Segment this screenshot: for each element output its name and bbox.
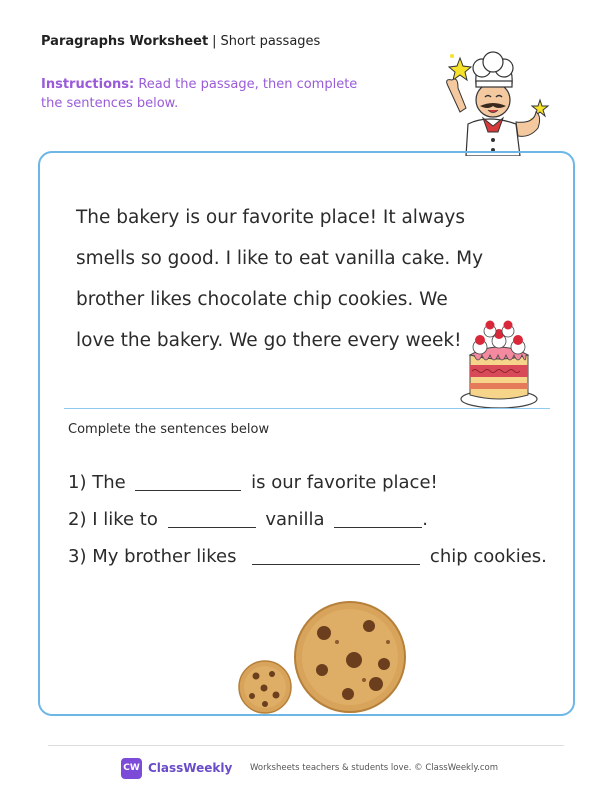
answer-blank-2a[interactable] (168, 509, 256, 528)
sentence-3 (68, 538, 547, 575)
brand-name: ClassWeekly (148, 761, 233, 775)
sentence-1 (68, 464, 547, 501)
chef-illustration (438, 48, 553, 156)
exercise-heading: Complete the sentences below (68, 422, 270, 437)
worksheet-title (41, 34, 320, 49)
title-subtitle: Short passages (220, 34, 321, 49)
passage-line: The bakery is our favorite place! It always (76, 207, 465, 228)
sentence-3-before: 3) My brother likes (68, 546, 237, 567)
instructions (41, 75, 381, 113)
answer-blank-3[interactable] (252, 546, 420, 565)
fill-in-sentences (68, 464, 547, 575)
title-separator: | (212, 34, 217, 49)
instructions-text: Read the passage, then complete the sentences below. (41, 77, 358, 111)
reading-passage (76, 197, 484, 361)
passage-line: love the bakery. We go there every week! (76, 330, 462, 351)
section-divider (64, 408, 550, 409)
passage-line: smells so good. I like to eat vanilla cake. My (76, 248, 484, 269)
sentence-1-after: is our favorite place! (251, 472, 438, 493)
classweekly-logo: CW (121, 758, 142, 779)
footer-tagline: Worksheets teachers & students love. © ClassWeekly.com (250, 763, 499, 773)
answer-blank-1[interactable] (135, 472, 241, 491)
passage-line: brother likes chocolate chip cookies. We (76, 289, 448, 310)
sentence-1-before: 1) The (68, 472, 126, 493)
sentence-2 (68, 501, 547, 538)
sentence-2-middle: vanilla (265, 509, 325, 530)
cake-illustration (458, 313, 540, 411)
sentence-2-after: . (422, 509, 428, 530)
sentence-2-before: 2) I like to (68, 509, 158, 530)
instructions-label: Instructions: (41, 77, 135, 92)
sentence-3-after: chip cookies. (429, 546, 547, 567)
footer-divider (48, 745, 564, 746)
cookies-illustration (236, 600, 411, 718)
title-bold: Paragraphs Worksheet (41, 34, 209, 49)
answer-blank-2b[interactable] (334, 509, 422, 528)
